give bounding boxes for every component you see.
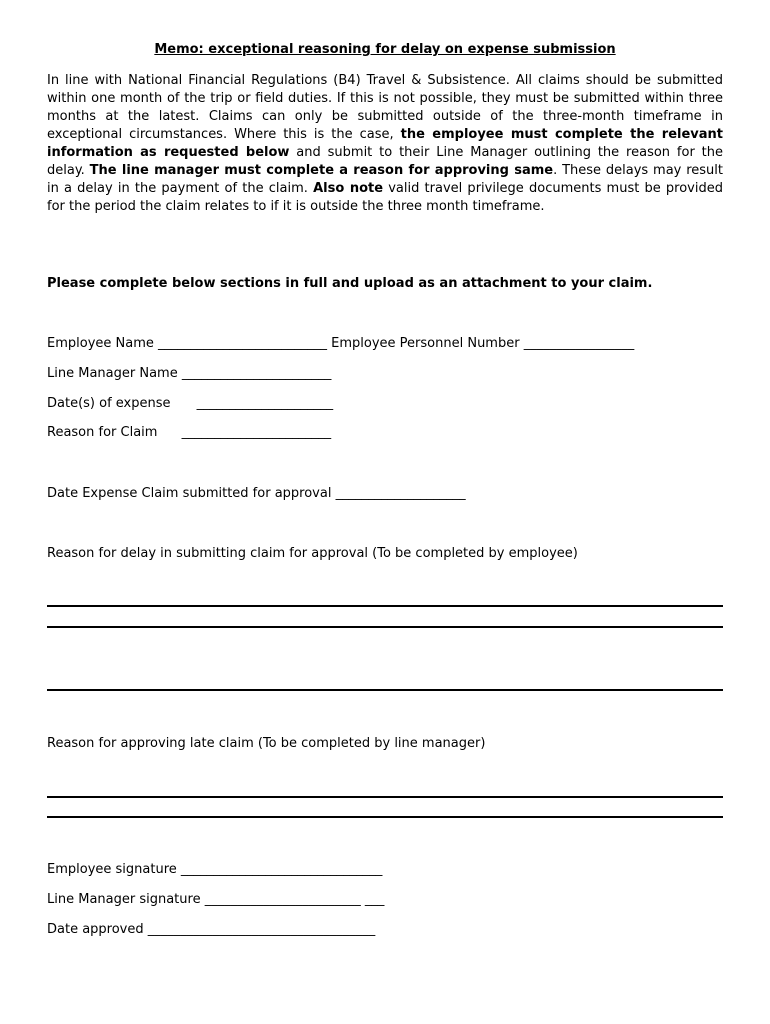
personnel-number-label: Employee Personnel Number [331,336,520,351]
approval-reason-label: Reason for approving late claim (To be completed by line manager) [47,736,486,751]
approval-reason-line-2[interactable] [47,816,723,818]
dates-of-expense-field[interactable]: _____________________ [196,396,334,411]
line-manager-name-row [47,366,331,381]
reason-for-claim-field[interactable]: _______________________ [181,425,332,440]
line-manager-signature-row [47,892,384,907]
employee-signature-field[interactable]: _______________________________ [180,862,383,877]
employee-signature-row [47,862,382,877]
delay-reason-line-1[interactable] [47,605,723,607]
intro-text-4: valid travel privilege documents must be provided for the period the claim relates to if it is outside the three month timeframe. [47,181,723,214]
line-manager-name-field[interactable]: _______________________ [181,366,332,381]
date-submitted-row [47,486,466,501]
delay-reason-label: Reason for delay in submitting claim for approval (To be completed by employee) [47,546,578,561]
date-approved-field[interactable]: ___________________________________ [147,922,376,937]
intro-text-3: . These delays may result in a delay in the payment of the claim. [47,163,723,196]
delay-reason-line-3[interactable] [47,689,723,691]
dates-of-expense-row [47,396,333,411]
employee-name-label: Employee Name [47,336,154,351]
reason-for-claim-row [47,425,331,440]
memo-title: Memo: exceptional reasoning for delay on expense submission [154,42,616,57]
approval-reason-line-1[interactable] [47,796,723,798]
intro-text-1: In line with National Financial Regulations (B4) Travel & Subsistence. All claims should be submitted within one month of the trip or field duties. If this is not possible, they must be submitted within three months at the latest. Claims can only be submitted outside of the three-month timeframe in exceptional circumstances. Where this is the case, [47,73,723,142]
intro-text-2: and submit to their Line Manager outlining the reason for the delay. [47,145,724,178]
line-manager-signature-label: Line Manager signature [47,892,201,907]
date-approved-row [47,922,375,937]
dates-of-expense-label: Date(s) of expense [47,396,171,411]
intro-paragraph [47,72,723,216]
intro-bold-3: Also note [313,181,384,196]
personnel-number-field[interactable]: _________________ [523,336,635,351]
employee-details-row [47,336,634,351]
intro-bold-1: the employee must complete the relevant information as requested below [47,127,723,160]
reason-for-claim-label: Reason for Claim [47,425,158,440]
employee-name-field[interactable]: __________________________ [158,336,328,351]
employee-signature-label: Employee signature [47,862,177,877]
date-approved-label: Date approved [47,922,144,937]
date-submitted-field[interactable]: ____________________ [335,486,466,501]
date-submitted-label: Date Expense Claim submitted for approval [47,486,332,501]
delay-reason-line-2[interactable] [47,626,723,628]
line-manager-name-label: Line Manager Name [47,366,178,381]
instruction-text: Please complete below sections in full and upload as an attachment to your claim. [47,276,653,291]
intro-bold-2: The line manager must complete a reason for approving same [89,163,554,178]
line-manager-signature-field[interactable]: ________________________ ___ [204,892,385,907]
